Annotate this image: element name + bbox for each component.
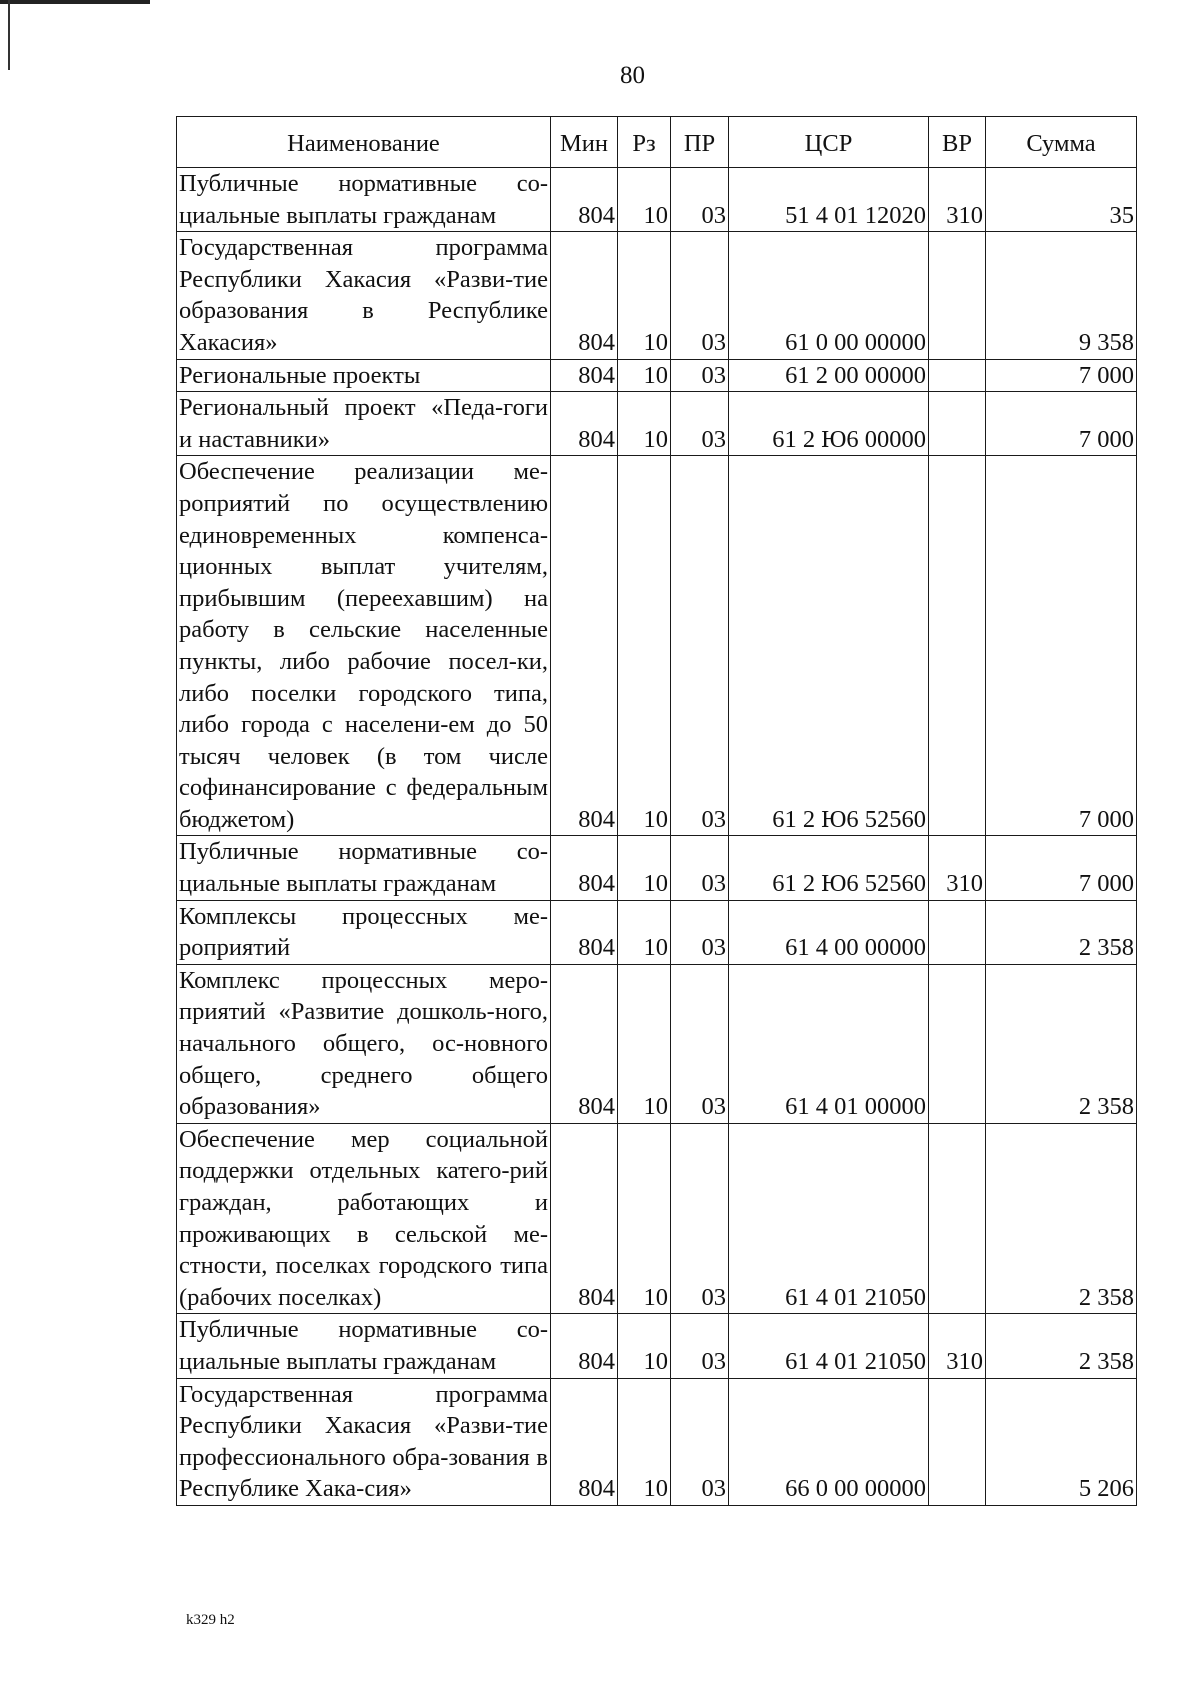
row-rz: 10: [618, 168, 671, 232]
row-csr: 61 2 00 00000: [729, 359, 929, 392]
table-row: [177, 1314, 1137, 1378]
row-vr: [929, 900, 986, 964]
header-vr: ВР: [929, 117, 986, 168]
budget-table: [176, 116, 1137, 1506]
row-sum: 2 358: [986, 900, 1137, 964]
table-body: [177, 168, 1137, 1506]
row-pr: 03: [671, 232, 729, 359]
row-pr: 03: [671, 1378, 729, 1505]
row-vr: 310: [929, 836, 986, 900]
footer-code: k329 h2: [186, 1612, 235, 1628]
row-rz: 10: [618, 456, 671, 836]
row-pr: 03: [671, 1314, 729, 1378]
table-row: [177, 1378, 1137, 1505]
row-vr: [929, 359, 986, 392]
row-vr: 310: [929, 1314, 986, 1378]
row-csr: 51 4 01 12020: [729, 168, 929, 232]
row-sum: 2 358: [986, 1123, 1137, 1314]
row-pr: 03: [671, 900, 729, 964]
row-pr: 03: [671, 1123, 729, 1314]
row-rz: 10: [618, 359, 671, 392]
row-pr: 03: [671, 456, 729, 836]
row-vr: 310: [929, 168, 986, 232]
table-row: [177, 456, 1137, 836]
row-rz: 10: [618, 232, 671, 359]
row-rz: 10: [618, 900, 671, 964]
row-name: Комплекс процессных меро-приятий «Развитие дошколь-ного, начального общего, ос-новного общего, среднего общего образования»: [177, 964, 551, 1123]
row-csr: 61 2 Ю6 52560: [729, 456, 929, 836]
row-name: Региональный проект «Педа-гоги и наставники»: [177, 392, 551, 456]
row-min: 804: [551, 168, 618, 232]
row-sum: 7 000: [986, 456, 1137, 836]
row-name: Публичные нормативные со-циальные выплаты гражданам: [177, 1314, 551, 1378]
row-pr: 03: [671, 392, 729, 456]
row-vr: [929, 392, 986, 456]
page-number: 80: [620, 62, 645, 89]
scan-edge-left: [8, 0, 10, 70]
table-row: [177, 836, 1137, 900]
scan-edge-top: [0, 0, 150, 4]
header-rz: Рз: [618, 117, 671, 168]
header-name: Наименование: [177, 117, 551, 168]
row-name: Региональные проекты: [177, 359, 551, 392]
row-sum: 7 000: [986, 836, 1137, 900]
row-vr: [929, 964, 986, 1123]
row-sum: 7 000: [986, 359, 1137, 392]
row-pr: 03: [671, 359, 729, 392]
row-rz: 10: [618, 1314, 671, 1378]
row-pr: 03: [671, 836, 729, 900]
row-csr: 61 4 01 21050: [729, 1123, 929, 1314]
row-pr: 03: [671, 964, 729, 1123]
row-csr: 61 2 Ю6 52560: [729, 836, 929, 900]
row-vr: [929, 1123, 986, 1314]
row-csr: 61 0 00 00000: [729, 232, 929, 359]
table-header-row: [177, 117, 1137, 168]
header-csr: ЦСР: [729, 117, 929, 168]
row-min: 804: [551, 1378, 618, 1505]
table-row: [177, 964, 1137, 1123]
table-row: [177, 392, 1137, 456]
row-name: Обеспечение реализации ме-роприятий по осуществлению единовременных компенса-ционных выплат учителям, прибывшим (переехавшим) на работу в сельские населенные пункты, либо рабочие посел-ки, либо поселки городского типа, либо города с населени-ем до 50 тысяч человек (в том числе софинансирование с федеральным бюджетом): [177, 456, 551, 836]
row-min: 804: [551, 1123, 618, 1314]
row-min: 804: [551, 836, 618, 900]
row-vr: [929, 1378, 986, 1505]
row-min: 804: [551, 392, 618, 456]
table-row: [177, 900, 1137, 964]
table-row: [177, 359, 1137, 392]
row-sum: 9 358: [986, 232, 1137, 359]
row-name: Государственная программа Республики Хакасия «Разви-тие профессионального обра-зования в Республике Хака-сия»: [177, 1378, 551, 1505]
row-pr: 03: [671, 168, 729, 232]
row-csr: 66 0 00 00000: [729, 1378, 929, 1505]
row-name: Государственная программа Республики Хакасия «Разви-тие образования в Республике Хакасия»: [177, 232, 551, 359]
table-row: [177, 1123, 1137, 1314]
header-pr: ПР: [671, 117, 729, 168]
row-sum: 2 358: [986, 1314, 1137, 1378]
row-rz: 10: [618, 1378, 671, 1505]
row-csr: 61 2 Ю6 00000: [729, 392, 929, 456]
header-sum: Сумма: [986, 117, 1137, 168]
row-min: 804: [551, 964, 618, 1123]
table-row: [177, 168, 1137, 232]
row-csr: 61 4 00 00000: [729, 900, 929, 964]
row-vr: [929, 456, 986, 836]
row-sum: 2 358: [986, 964, 1137, 1123]
row-name: Публичные нормативные со-циальные выплаты гражданам: [177, 168, 551, 232]
header-min: Мин: [551, 117, 618, 168]
row-rz: 10: [618, 1123, 671, 1314]
row-sum: 35: [986, 168, 1137, 232]
row-name: Обеспечение мер социальной поддержки отдельных катего-рий граждан, работающих и проживающих в сельской ме-стности, поселках городского типа (рабочих поселках): [177, 1123, 551, 1314]
row-rz: 10: [618, 836, 671, 900]
row-sum: 7 000: [986, 392, 1137, 456]
row-vr: [929, 232, 986, 359]
row-csr: 61 4 01 21050: [729, 1314, 929, 1378]
row-name: Публичные нормативные со-циальные выплаты гражданам: [177, 836, 551, 900]
row-min: 804: [551, 456, 618, 836]
row-min: 804: [551, 359, 618, 392]
table-row: [177, 232, 1137, 359]
row-name: Комплексы процессных ме-роприятий: [177, 900, 551, 964]
row-rz: 10: [618, 392, 671, 456]
row-min: 804: [551, 1314, 618, 1378]
row-sum: 5 206: [986, 1378, 1137, 1505]
row-csr: 61 4 01 00000: [729, 964, 929, 1123]
row-min: 804: [551, 900, 618, 964]
row-rz: 10: [618, 964, 671, 1123]
row-min: 804: [551, 232, 618, 359]
